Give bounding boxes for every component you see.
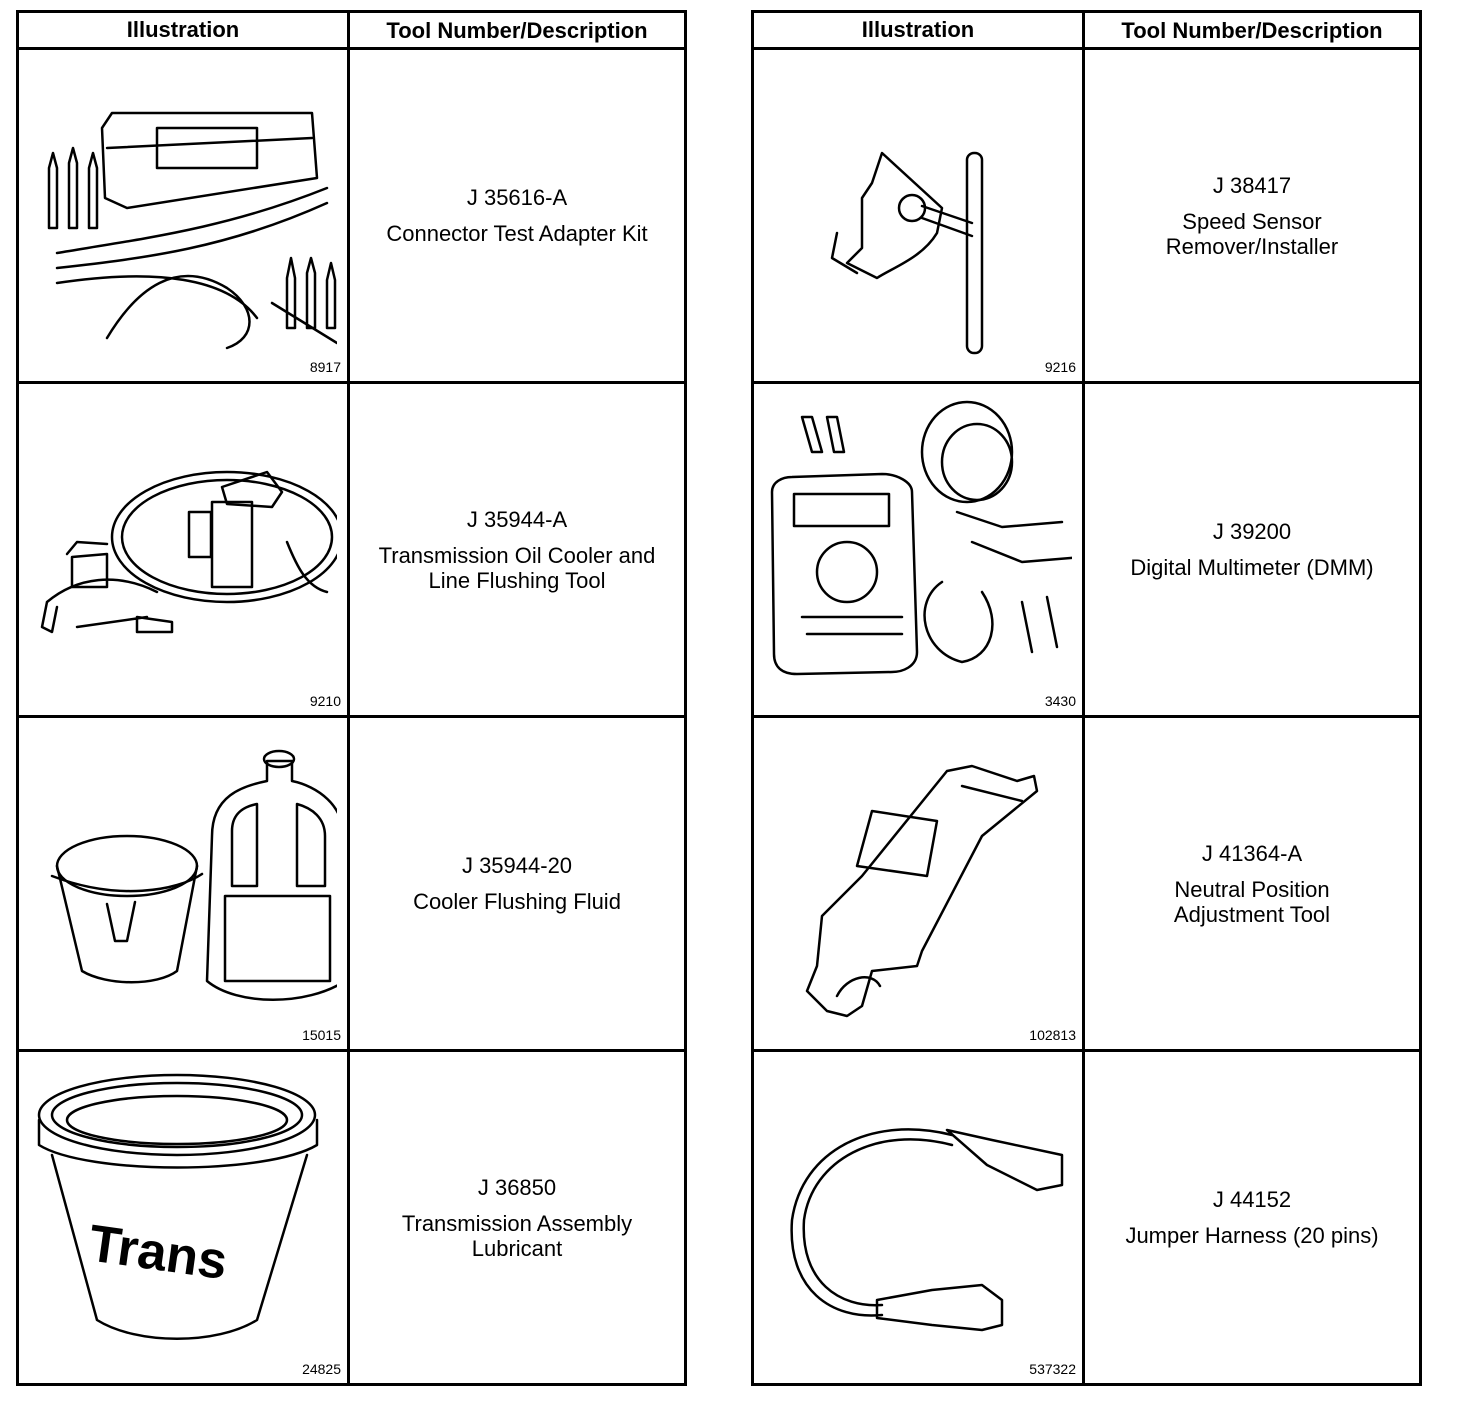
table-row [753, 49, 1421, 383]
tool-number: J 44152 [1212, 1187, 1292, 1212]
illustration-cell [753, 49, 1084, 383]
illustration-cell [18, 49, 349, 383]
table-row [18, 717, 686, 1051]
tool-name: Digital Multimeter (DMM) [1130, 555, 1374, 580]
header-tool-description: Tool Number/Description [1084, 12, 1421, 49]
table-row [18, 1051, 686, 1385]
tool-name: Transmission Oil Cooler and Line Flushing Tool [378, 542, 656, 593]
tool-name: Jumper Harness (20 pins) [1125, 1223, 1379, 1248]
tool-description-cell [1084, 1051, 1421, 1385]
table-header-row [753, 12, 1421, 49]
figure-number: 9210 [309, 693, 341, 709]
tool-name: Speed Sensor Remover/Installer [1165, 208, 1339, 259]
tool-table-right [751, 10, 1422, 1386]
tool-number: J 35616-A [466, 185, 568, 210]
figure-number: 9216 [1044, 359, 1076, 375]
fluid-jug-icon [27, 726, 337, 1026]
tool-description-cell [1084, 383, 1421, 717]
tool-number: J 38417 [1212, 172, 1292, 198]
illustration-cell [753, 717, 1084, 1051]
illustration-cell [753, 1051, 1084, 1385]
connector-kit-icon [27, 58, 337, 358]
table-header-row [18, 12, 686, 49]
tool-number: J 35944-A [466, 506, 568, 532]
figure-number: 102813 [1029, 1027, 1076, 1043]
figure-number: 8917 [309, 359, 341, 375]
flushing-tool-icon [27, 392, 337, 692]
tool-table-left [16, 10, 687, 1386]
figure-number: 3430 [1044, 693, 1076, 709]
table-row [753, 717, 1421, 1051]
tool-description-cell [349, 1051, 686, 1385]
illustration-cell [753, 383, 1084, 717]
table-row [18, 383, 686, 717]
illustration-cell [18, 1051, 349, 1385]
tool-number: J 36850 [477, 1174, 557, 1200]
adjustment-tool-icon [762, 726, 1072, 1026]
multimeter-icon [762, 392, 1072, 692]
tool-name: Connector Test Adapter Kit [386, 221, 648, 246]
header-illustration: Illustration [753, 12, 1084, 49]
illustration-cell [18, 383, 349, 717]
tool-description-cell [1084, 49, 1421, 383]
table-row [753, 383, 1421, 717]
figure-number: 15015 [302, 1027, 341, 1043]
header-tool-description: Tool Number/Description [349, 12, 686, 49]
tool-number: J 35944-20 [461, 853, 573, 878]
sensor-remover-icon [762, 58, 1072, 358]
header-illustration: Illustration [18, 12, 349, 49]
tool-name: Cooler Flushing Fluid [413, 889, 621, 914]
figure-number: 537322 [1029, 1361, 1076, 1377]
tool-number: J 41364-A [1201, 840, 1303, 866]
tool-description-cell [349, 717, 686, 1051]
lubricant-tub-icon [27, 1060, 337, 1360]
table-row [18, 49, 686, 383]
figure-number: 24825 [302, 1361, 341, 1377]
illustration-cell [18, 717, 349, 1051]
tool-number: J 39200 [1212, 519, 1292, 544]
tool-name: Transmission Assembly Lubricant [401, 1210, 633, 1261]
tool-description-cell [1084, 717, 1421, 1051]
tool-description-cell [349, 383, 686, 717]
jumper-harness-icon [762, 1060, 1072, 1360]
table-row [753, 1051, 1421, 1385]
tub-lettering: Trans [85, 1214, 231, 1292]
tool-description-cell [349, 49, 686, 383]
tool-name: Neutral Position Adjustment Tool [1173, 876, 1331, 927]
